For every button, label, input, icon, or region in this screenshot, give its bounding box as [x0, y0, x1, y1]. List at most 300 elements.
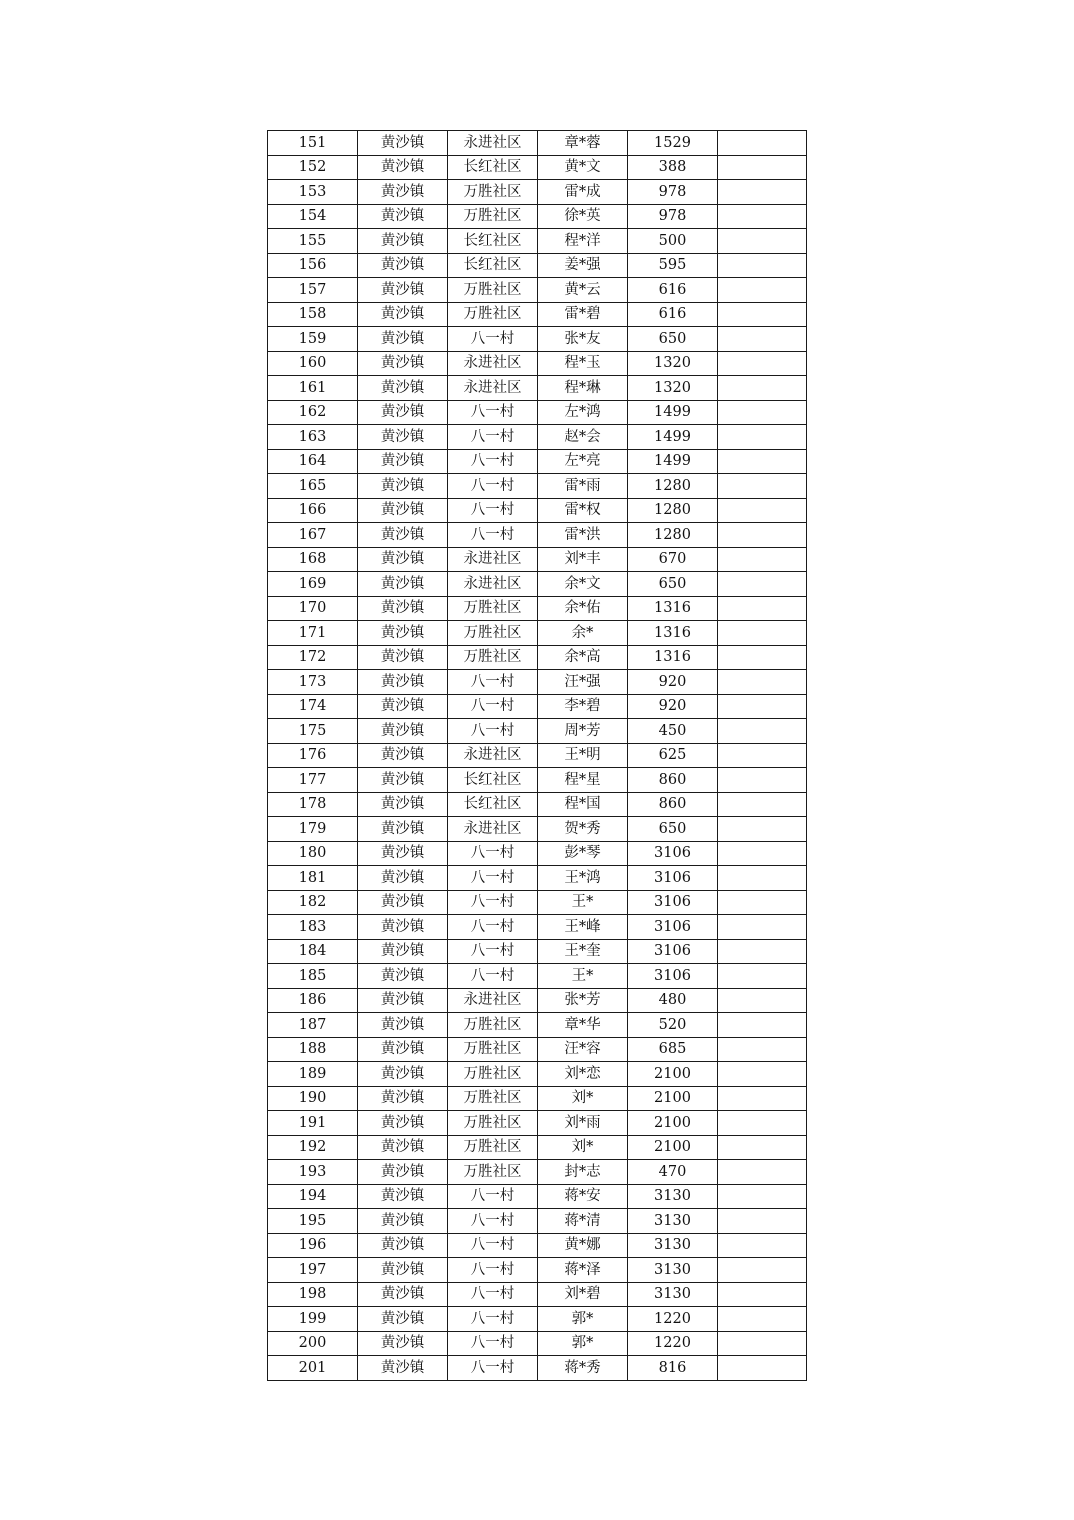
serial-number-cell: 199 — [268, 1307, 358, 1332]
town-cell: 黄沙镇 — [358, 1037, 448, 1062]
amount-cell: 2100 — [628, 1062, 718, 1087]
remarks-cell — [718, 1209, 807, 1234]
name-cell: 汪*容 — [538, 1037, 628, 1062]
table-row — [268, 596, 807, 621]
town-cell: 黄沙镇 — [358, 572, 448, 597]
serial-number-cell: 161 — [268, 376, 358, 401]
serial-number-cell: 166 — [268, 498, 358, 523]
table-row — [268, 1160, 807, 1185]
serial-number-cell: 174 — [268, 694, 358, 719]
serial-number-cell: 182 — [268, 890, 358, 915]
name-cell: 姜*强 — [538, 253, 628, 278]
serial-number-cell: 172 — [268, 645, 358, 670]
name-cell: 章*蓉 — [538, 131, 628, 156]
remarks-cell — [718, 278, 807, 303]
village-cell: 八一村 — [448, 1209, 538, 1234]
amount-cell: 388 — [628, 155, 718, 180]
name-cell: 刘*雨 — [538, 1111, 628, 1136]
roster-table-body — [268, 131, 807, 1381]
name-cell: 刘* — [538, 1135, 628, 1160]
remarks-cell — [718, 1160, 807, 1185]
name-cell: 程*洋 — [538, 229, 628, 254]
serial-number-cell: 195 — [268, 1209, 358, 1234]
remarks-cell — [718, 327, 807, 352]
town-cell: 黄沙镇 — [358, 1209, 448, 1234]
remarks-cell — [718, 596, 807, 621]
table-row — [268, 792, 807, 817]
village-cell: 长红社区 — [448, 229, 538, 254]
village-cell: 万胜社区 — [448, 1062, 538, 1087]
amount-cell: 1499 — [628, 425, 718, 450]
serial-number-cell: 163 — [268, 425, 358, 450]
serial-number-cell: 167 — [268, 523, 358, 548]
amount-cell: 650 — [628, 572, 718, 597]
name-cell: 余* — [538, 621, 628, 646]
remarks-cell — [718, 817, 807, 842]
name-cell: 郭* — [538, 1331, 628, 1356]
remarks-cell — [718, 351, 807, 376]
table-row — [268, 498, 807, 523]
table-row — [268, 547, 807, 572]
name-cell: 王* — [538, 964, 628, 989]
village-cell: 万胜社区 — [448, 1135, 538, 1160]
amount-cell: 1320 — [628, 351, 718, 376]
remarks-cell — [718, 547, 807, 572]
town-cell: 黄沙镇 — [358, 400, 448, 425]
remarks-cell — [718, 719, 807, 744]
serial-number-cell: 196 — [268, 1233, 358, 1258]
serial-number-cell: 171 — [268, 621, 358, 646]
town-cell: 黄沙镇 — [358, 1356, 448, 1381]
table-row — [268, 1013, 807, 1038]
village-cell: 长红社区 — [448, 155, 538, 180]
remarks-cell — [718, 400, 807, 425]
village-cell: 八一村 — [448, 939, 538, 964]
remarks-cell — [718, 498, 807, 523]
serial-number-cell: 153 — [268, 180, 358, 205]
remarks-cell — [718, 792, 807, 817]
town-cell: 黄沙镇 — [358, 670, 448, 695]
town-cell: 黄沙镇 — [358, 1086, 448, 1111]
amount-cell: 3130 — [628, 1184, 718, 1209]
village-cell: 八一村 — [448, 327, 538, 352]
name-cell: 程*琳 — [538, 376, 628, 401]
name-cell: 章*华 — [538, 1013, 628, 1038]
town-cell: 黄沙镇 — [358, 719, 448, 744]
amount-cell: 1280 — [628, 523, 718, 548]
remarks-cell — [718, 1307, 807, 1332]
table-row — [268, 155, 807, 180]
table-row — [268, 1086, 807, 1111]
amount-cell: 1320 — [628, 376, 718, 401]
village-cell: 八一村 — [448, 523, 538, 548]
serial-number-cell: 155 — [268, 229, 358, 254]
remarks-cell — [718, 229, 807, 254]
town-cell: 黄沙镇 — [358, 694, 448, 719]
serial-number-cell: 186 — [268, 988, 358, 1013]
village-cell: 万胜社区 — [448, 596, 538, 621]
remarks-cell — [718, 768, 807, 793]
town-cell: 黄沙镇 — [358, 278, 448, 303]
town-cell: 黄沙镇 — [358, 449, 448, 474]
village-cell: 八一村 — [448, 964, 538, 989]
village-cell: 八一村 — [448, 1233, 538, 1258]
serial-number-cell: 168 — [268, 547, 358, 572]
remarks-cell — [718, 1037, 807, 1062]
town-cell: 黄沙镇 — [358, 768, 448, 793]
name-cell: 刘*恋 — [538, 1062, 628, 1087]
amount-cell: 2100 — [628, 1135, 718, 1160]
remarks-cell — [718, 1135, 807, 1160]
amount-cell: 3130 — [628, 1258, 718, 1283]
town-cell: 黄沙镇 — [358, 596, 448, 621]
amount-cell: 3106 — [628, 841, 718, 866]
remarks-cell — [718, 180, 807, 205]
remarks-cell — [718, 890, 807, 915]
remarks-cell — [718, 1282, 807, 1307]
remarks-cell — [718, 915, 807, 940]
amount-cell: 1280 — [628, 474, 718, 499]
table-row — [268, 425, 807, 450]
table-row — [268, 1209, 807, 1234]
remarks-cell — [718, 1356, 807, 1381]
table-row — [268, 400, 807, 425]
name-cell: 左*鸿 — [538, 400, 628, 425]
name-cell: 雷*碧 — [538, 302, 628, 327]
remarks-cell — [718, 621, 807, 646]
name-cell: 程*玉 — [538, 351, 628, 376]
table-row — [268, 719, 807, 744]
serial-number-cell: 198 — [268, 1282, 358, 1307]
table-row — [268, 278, 807, 303]
village-cell: 万胜社区 — [448, 1013, 538, 1038]
serial-number-cell: 162 — [268, 400, 358, 425]
name-cell: 黄*云 — [538, 278, 628, 303]
table-row — [268, 1037, 807, 1062]
serial-number-cell: 177 — [268, 768, 358, 793]
name-cell: 刘* — [538, 1086, 628, 1111]
table-row — [268, 621, 807, 646]
amount-cell: 670 — [628, 547, 718, 572]
table-row — [268, 1135, 807, 1160]
table-row — [268, 351, 807, 376]
remarks-cell — [718, 1062, 807, 1087]
town-cell: 黄沙镇 — [358, 645, 448, 670]
name-cell: 雷*洪 — [538, 523, 628, 548]
table-row — [268, 204, 807, 229]
village-cell: 永进社区 — [448, 817, 538, 842]
amount-cell: 3130 — [628, 1282, 718, 1307]
serial-number-cell: 193 — [268, 1160, 358, 1185]
serial-number-cell: 192 — [268, 1135, 358, 1160]
name-cell: 雷*权 — [538, 498, 628, 523]
amount-cell: 1316 — [628, 645, 718, 670]
town-cell: 黄沙镇 — [358, 1258, 448, 1283]
town-cell: 黄沙镇 — [358, 425, 448, 450]
serial-number-cell: 178 — [268, 792, 358, 817]
village-cell: 长红社区 — [448, 253, 538, 278]
amount-cell: 860 — [628, 792, 718, 817]
amount-cell: 3106 — [628, 939, 718, 964]
village-cell: 永进社区 — [448, 131, 538, 156]
table-row — [268, 1282, 807, 1307]
name-cell: 余*佑 — [538, 596, 628, 621]
village-cell: 万胜社区 — [448, 1037, 538, 1062]
serial-number-cell: 176 — [268, 743, 358, 768]
name-cell: 雷*成 — [538, 180, 628, 205]
town-cell: 黄沙镇 — [358, 302, 448, 327]
table-row — [268, 302, 807, 327]
village-cell: 永进社区 — [448, 572, 538, 597]
table-row — [268, 131, 807, 156]
table-row — [268, 670, 807, 695]
town-cell: 黄沙镇 — [358, 743, 448, 768]
town-cell: 黄沙镇 — [358, 474, 448, 499]
table-row — [268, 939, 807, 964]
town-cell: 黄沙镇 — [358, 890, 448, 915]
serial-number-cell: 159 — [268, 327, 358, 352]
amount-cell: 650 — [628, 817, 718, 842]
name-cell: 彭*琴 — [538, 841, 628, 866]
amount-cell: 978 — [628, 204, 718, 229]
name-cell: 程*国 — [538, 792, 628, 817]
amount-cell: 3106 — [628, 866, 718, 891]
town-cell: 黄沙镇 — [358, 841, 448, 866]
serial-number-cell: 164 — [268, 449, 358, 474]
town-cell: 黄沙镇 — [358, 1160, 448, 1185]
town-cell: 黄沙镇 — [358, 1184, 448, 1209]
name-cell: 贺*秀 — [538, 817, 628, 842]
serial-number-cell: 173 — [268, 670, 358, 695]
village-cell: 八一村 — [448, 1307, 538, 1332]
remarks-cell — [718, 670, 807, 695]
village-cell: 万胜社区 — [448, 621, 538, 646]
name-cell: 郭* — [538, 1307, 628, 1332]
remarks-cell — [718, 743, 807, 768]
amount-cell: 3130 — [628, 1233, 718, 1258]
name-cell: 余*文 — [538, 572, 628, 597]
name-cell: 蒋*清 — [538, 1209, 628, 1234]
village-cell: 八一村 — [448, 1356, 538, 1381]
name-cell: 刘*丰 — [538, 547, 628, 572]
town-cell: 黄沙镇 — [358, 327, 448, 352]
amount-cell: 650 — [628, 327, 718, 352]
name-cell: 蒋*秀 — [538, 1356, 628, 1381]
town-cell: 黄沙镇 — [358, 1233, 448, 1258]
serial-number-cell: 191 — [268, 1111, 358, 1136]
town-cell: 黄沙镇 — [358, 376, 448, 401]
town-cell: 黄沙镇 — [358, 1282, 448, 1307]
table-row — [268, 1111, 807, 1136]
name-cell: 张*友 — [538, 327, 628, 352]
town-cell: 黄沙镇 — [358, 939, 448, 964]
table-row — [268, 253, 807, 278]
remarks-cell — [718, 866, 807, 891]
table-row — [268, 1062, 807, 1087]
serial-number-cell: 152 — [268, 155, 358, 180]
remarks-cell — [718, 1233, 807, 1258]
table-row — [268, 1184, 807, 1209]
village-cell: 永进社区 — [448, 376, 538, 401]
remarks-cell — [718, 1111, 807, 1136]
village-cell: 万胜社区 — [448, 278, 538, 303]
table-row — [268, 229, 807, 254]
serial-number-cell: 151 — [268, 131, 358, 156]
amount-cell: 480 — [628, 988, 718, 1013]
name-cell: 左*亮 — [538, 449, 628, 474]
village-cell: 八一村 — [448, 1282, 538, 1307]
table-row — [268, 768, 807, 793]
serial-number-cell: 175 — [268, 719, 358, 744]
town-cell: 黄沙镇 — [358, 547, 448, 572]
town-cell: 黄沙镇 — [358, 621, 448, 646]
amount-cell: 816 — [628, 1356, 718, 1381]
name-cell: 刘*碧 — [538, 1282, 628, 1307]
amount-cell: 1220 — [628, 1331, 718, 1356]
remarks-cell — [718, 988, 807, 1013]
name-cell: 王*鸿 — [538, 866, 628, 891]
village-cell: 万胜社区 — [448, 1111, 538, 1136]
amount-cell: 500 — [628, 229, 718, 254]
town-cell: 黄沙镇 — [358, 253, 448, 278]
serial-number-cell: 154 — [268, 204, 358, 229]
amount-cell: 3106 — [628, 915, 718, 940]
village-cell: 长红社区 — [448, 768, 538, 793]
amount-cell: 520 — [628, 1013, 718, 1038]
table-row — [268, 1258, 807, 1283]
serial-number-cell: 169 — [268, 572, 358, 597]
amount-cell: 1316 — [628, 621, 718, 646]
serial-number-cell: 170 — [268, 596, 358, 621]
amount-cell: 3130 — [628, 1209, 718, 1234]
village-cell: 万胜社区 — [448, 1160, 538, 1185]
village-cell: 八一村 — [448, 1331, 538, 1356]
name-cell: 余*高 — [538, 645, 628, 670]
name-cell: 王* — [538, 890, 628, 915]
village-cell: 万胜社区 — [448, 180, 538, 205]
remarks-cell — [718, 964, 807, 989]
remarks-cell — [718, 1258, 807, 1283]
amount-cell: 616 — [628, 302, 718, 327]
serial-number-cell: 181 — [268, 866, 358, 891]
town-cell: 黄沙镇 — [358, 1013, 448, 1038]
amount-cell: 920 — [628, 694, 718, 719]
amount-cell: 450 — [628, 719, 718, 744]
serial-number-cell: 160 — [268, 351, 358, 376]
village-cell: 八一村 — [448, 694, 538, 719]
name-cell: 黄*文 — [538, 155, 628, 180]
table-row — [268, 964, 807, 989]
serial-number-cell: 157 — [268, 278, 358, 303]
town-cell: 黄沙镇 — [358, 523, 448, 548]
serial-number-cell: 165 — [268, 474, 358, 499]
name-cell: 蒋*安 — [538, 1184, 628, 1209]
name-cell: 徐*英 — [538, 204, 628, 229]
table-row — [268, 915, 807, 940]
village-cell: 永进社区 — [448, 988, 538, 1013]
remarks-cell — [718, 523, 807, 548]
town-cell: 黄沙镇 — [358, 817, 448, 842]
amount-cell: 978 — [628, 180, 718, 205]
table-row — [268, 1307, 807, 1332]
table-row — [268, 988, 807, 1013]
village-cell: 永进社区 — [448, 547, 538, 572]
town-cell: 黄沙镇 — [358, 131, 448, 156]
amount-cell: 1220 — [628, 1307, 718, 1332]
amount-cell: 625 — [628, 743, 718, 768]
table-row — [268, 890, 807, 915]
amount-cell: 1280 — [628, 498, 718, 523]
remarks-cell — [718, 939, 807, 964]
town-cell: 黄沙镇 — [358, 180, 448, 205]
name-cell: 张*芳 — [538, 988, 628, 1013]
remarks-cell — [718, 376, 807, 401]
remarks-cell — [718, 694, 807, 719]
amount-cell: 2100 — [628, 1086, 718, 1111]
village-cell: 八一村 — [448, 474, 538, 499]
name-cell: 程*星 — [538, 768, 628, 793]
town-cell: 黄沙镇 — [358, 1307, 448, 1332]
table-row — [268, 694, 807, 719]
name-cell: 周*芳 — [538, 719, 628, 744]
remarks-cell — [718, 449, 807, 474]
serial-number-cell: 200 — [268, 1331, 358, 1356]
table-row — [268, 572, 807, 597]
town-cell: 黄沙镇 — [358, 204, 448, 229]
serial-number-cell: 180 — [268, 841, 358, 866]
town-cell: 黄沙镇 — [358, 964, 448, 989]
remarks-cell — [718, 1184, 807, 1209]
name-cell: 雷*雨 — [538, 474, 628, 499]
name-cell: 赵*会 — [538, 425, 628, 450]
remarks-cell — [718, 474, 807, 499]
amount-cell: 1499 — [628, 449, 718, 474]
village-cell: 永进社区 — [448, 743, 538, 768]
village-cell: 万胜社区 — [448, 1086, 538, 1111]
table-row — [268, 1331, 807, 1356]
town-cell: 黄沙镇 — [358, 866, 448, 891]
amount-cell: 1499 — [628, 400, 718, 425]
amount-cell: 1316 — [628, 596, 718, 621]
serial-number-cell: 187 — [268, 1013, 358, 1038]
amount-cell: 3106 — [628, 964, 718, 989]
village-cell: 万胜社区 — [448, 204, 538, 229]
serial-number-cell: 194 — [268, 1184, 358, 1209]
remarks-cell — [718, 572, 807, 597]
table-row — [268, 474, 807, 499]
amount-cell: 3106 — [628, 890, 718, 915]
remarks-cell — [718, 131, 807, 156]
serial-number-cell: 183 — [268, 915, 358, 940]
table-row — [268, 327, 807, 352]
village-cell: 八一村 — [448, 670, 538, 695]
remarks-cell — [718, 204, 807, 229]
remarks-cell — [718, 1086, 807, 1111]
village-cell: 八一村 — [448, 449, 538, 474]
serial-number-cell: 179 — [268, 817, 358, 842]
table-row — [268, 817, 807, 842]
remarks-cell — [718, 841, 807, 866]
name-cell: 封*志 — [538, 1160, 628, 1185]
table-row — [268, 523, 807, 548]
remarks-cell — [718, 253, 807, 278]
village-cell: 八一村 — [448, 1184, 538, 1209]
village-cell: 八一村 — [448, 400, 538, 425]
village-cell: 长红社区 — [448, 792, 538, 817]
serial-number-cell: 197 — [268, 1258, 358, 1283]
remarks-cell — [718, 1331, 807, 1356]
village-cell: 八一村 — [448, 498, 538, 523]
